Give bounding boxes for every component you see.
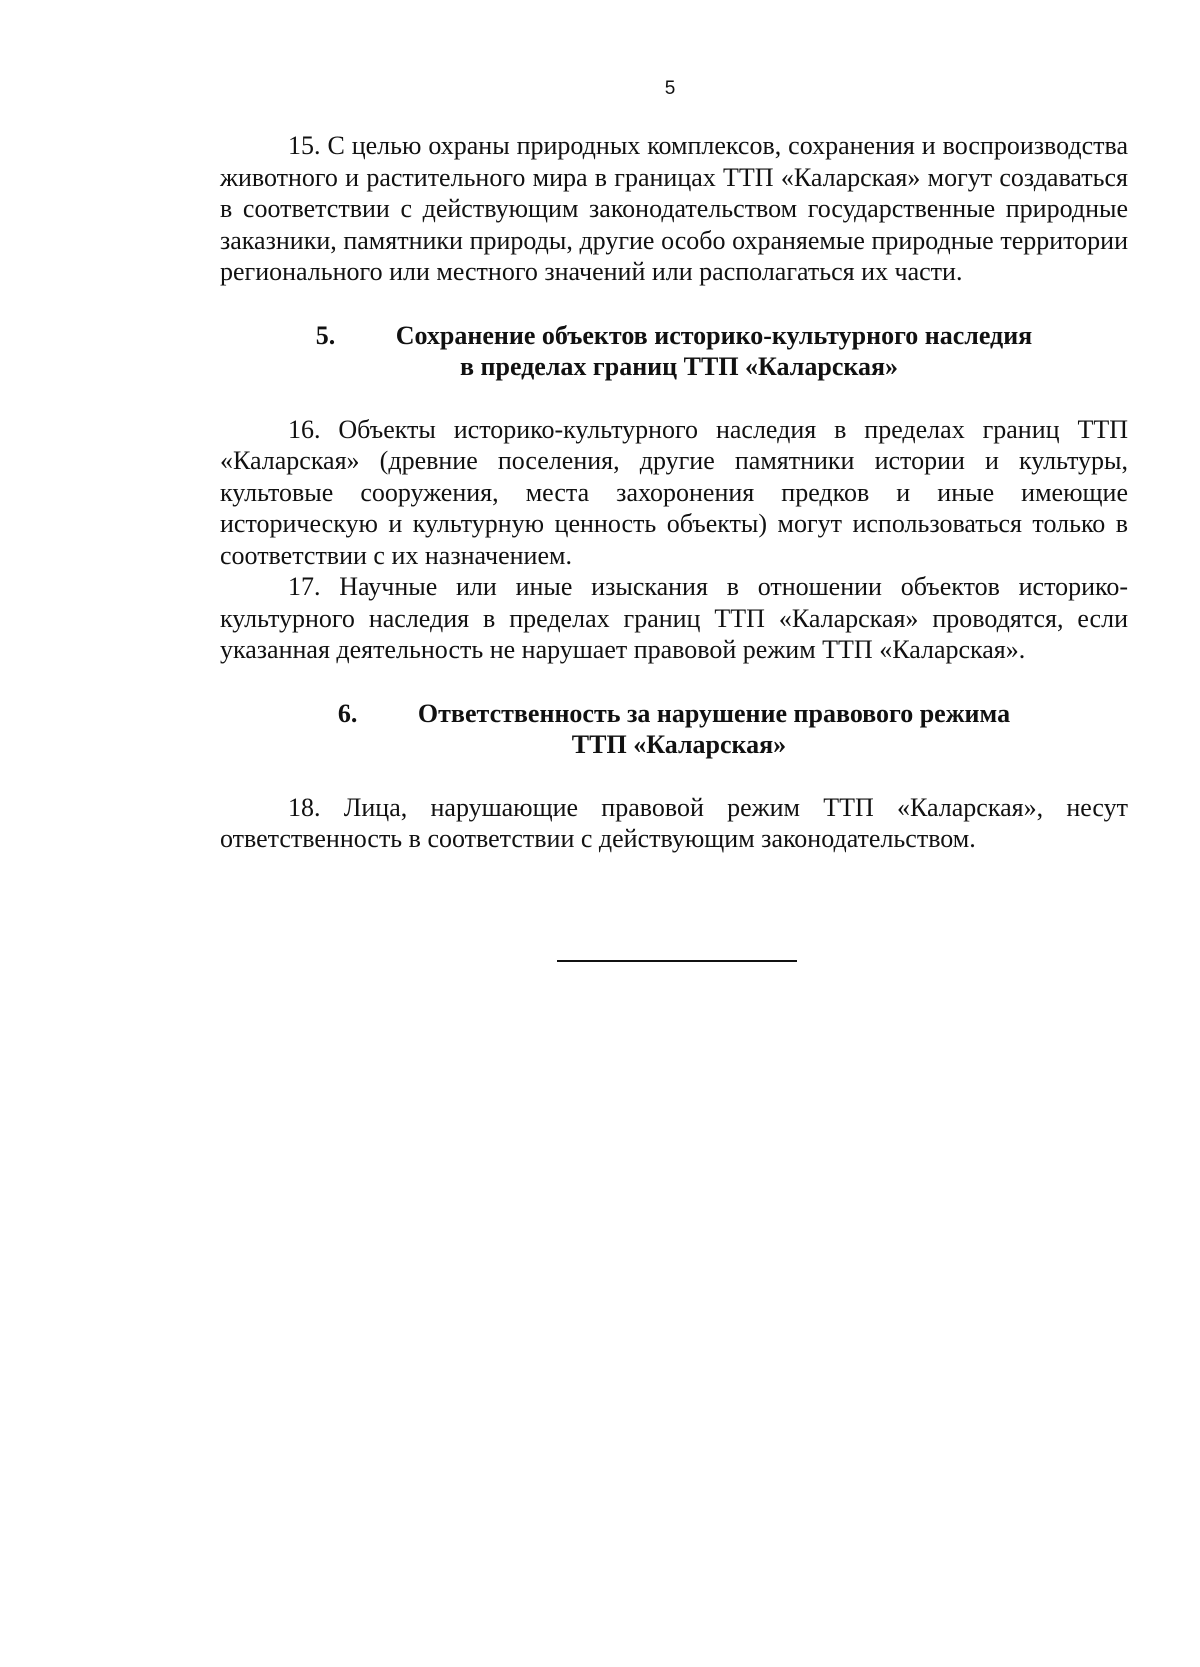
section-6-title-line2: ТТП «Каларская» bbox=[571, 730, 787, 759]
page-number: 5 bbox=[664, 78, 676, 99]
section-5-heading bbox=[220, 320, 1128, 383]
section-5-title-line1: Сохранение объектов историко-культурного наследия bbox=[395, 320, 1033, 350]
paragraph-18: 18. Лица, нарушающие правовой режим ТТП «Каларская», несут ответственность в соответствии с действующим законодательством. bbox=[220, 792, 1128, 853]
paragraph-15: 15. С целью охраны природных комплексов, сохранения и воспроизводства животного и растительного мира в границах ТТП «Каларская» могут создаваться в соответствии с действующим законодательством государственные природные заказники, памятники природы, другие особо охраняемые природные территории регионального или местного значений или располагаться их части. bbox=[220, 131, 1128, 286]
section-6-title-line1: Ответственность за нарушение правового режима bbox=[417, 698, 1011, 728]
paragraph-16: 16. Объекты историко-культурного наследия в пределах границ ТТП «Каларская» (древние поселения, другие памятники истории и культуры, культовые сооружения, места захоронения предков и иные имеющие историческую и культурную ценность объекты) могут использоваться только в соответствии с их назначением. bbox=[220, 414, 1128, 570]
section-6-heading bbox=[220, 698, 1128, 761]
section-5-number: 5. bbox=[315, 320, 336, 350]
section-6-number: 6. bbox=[337, 698, 358, 728]
section-5-title-line2: в пределах границ ТТП «Каларская» bbox=[459, 352, 899, 381]
paragraph-17: 17. Научные или иные изыскания в отношении объектов историко-культурного наследия в пределах границ ТТП «Каларская» проводятся, если указанная деятельность не нарушает правовой режим ТТП «Каларская». bbox=[220, 572, 1128, 664]
document-body bbox=[220, 130, 1128, 855]
closing-divider-line bbox=[557, 960, 797, 962]
